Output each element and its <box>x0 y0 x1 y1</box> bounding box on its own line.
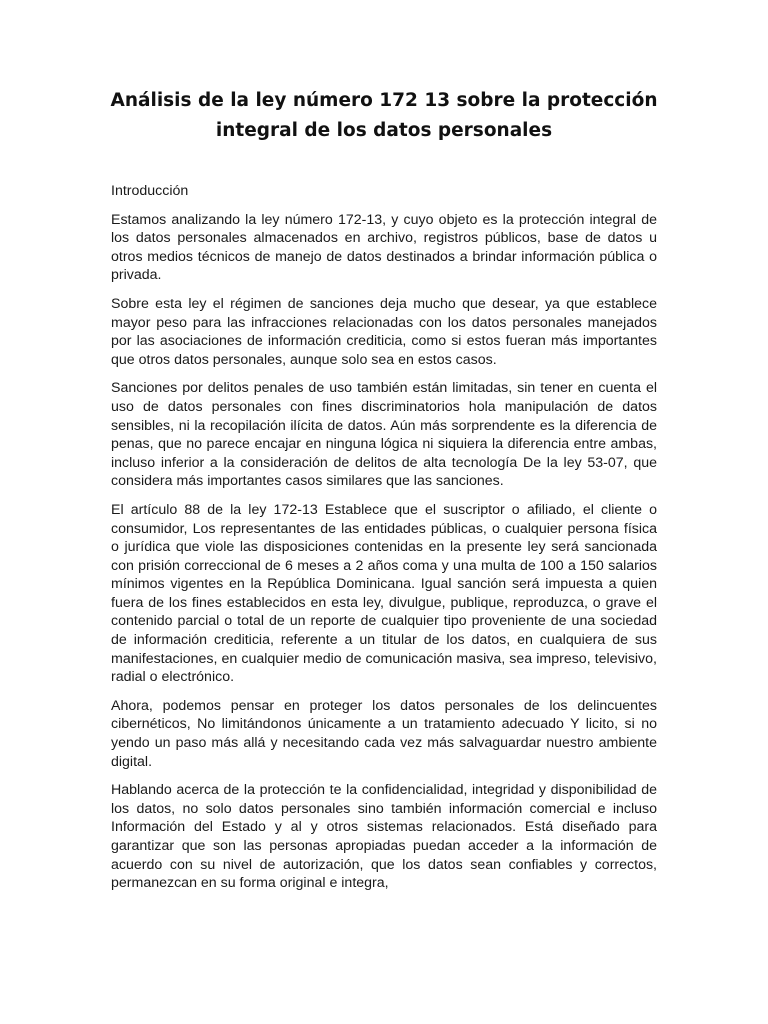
paragraph-4: El artículo 88 de la ley 172-13 Establece que el suscriptor o afiliado, el cliente o consumidor, Los representantes de las entidades públicas, o cualquier persona física o jurídica que viole las disposiciones contenidas en la presente ley será sancionada con prisión correccional de 6 meses a 2 años coma y una multa de 100 a 150 salarios mínimos vigentes en la República Dominicana. Igual sanción será impuesta a quien fuera de los fines establecidos en esta ley, divulgue, publique, reproduzca, o grave el contenido parcial o total de un reporte de cualquier tipo proveniente de una sociedad de información crediticia, referente a un titular de los datos, en cualquiera de sus manifestaciones, en cualquier medio de comunicación masiva, sea impreso, televisivo, radial o electrónico. <box>111 501 657 686</box>
paragraph-5: Ahora, podemos pensar en proteger los datos personales de los delincuentes cibernéticos, No limitándonos únicamente a un tratamiento adecuado Y licito, si no yendo un paso más allá y necesitando cada vez más salvaguardar nuestro ambiente digital. <box>111 697 657 770</box>
paragraph-2: Sobre esta ley el régimen de sanciones deja mucho que desear, ya que establece mayor peso para las infracciones relacionadas con los datos personales manejados por las asociaciones de información crediticia, como si estos fueran más importantes que otros datos personales, aunque solo sea en estos casos. <box>111 295 657 368</box>
paragraph-6: Hablando acerca de la protección te la confidencialidad, integridad y disponibilidad de los datos, no solo datos personales sino también información comercial e incluso Información del Estado y al y otros sistemas relacionados. Está diseñado para garantizar que son las personas apropiadas puedan acceder a la información de acuerdo con su nivel de autorización, que los datos sean confiables y correctos, permanezcan en su forma original e integra, <box>111 782 657 892</box>
section-heading-introduccion: Introducción <box>111 183 189 199</box>
document-title: Análisis de la ley número 172 13 sobre la protección integral de los datos personales <box>110 90 658 141</box>
document-body <box>111 182 657 903</box>
paragraph-1: Estamos analizando la ley número 172-13, y cuyo objeto es la protección integral de los datos personales almacenados en archivo, registros públicos, base de datos u otros medios técnicos de manejo de datos destinados a brindar información pública o privada. <box>111 211 657 284</box>
paragraph-3: Sanciones por delitos penales de uso también están limitadas, sin tener en cuenta el uso de datos personales con fines discriminatorios hola manipulación de datos sensibles, ni la recopilación ilícita de datos. Aún más sorprendente es la diferencia de penas, que no parece encajar en ninguna lógica ni siquiera la diferencia entre ambas, incluso inferior a la consideración de delitos de alta tecnología De la ley 53-07, que considera más importantes casos similares que las sanciones. <box>111 380 657 490</box>
